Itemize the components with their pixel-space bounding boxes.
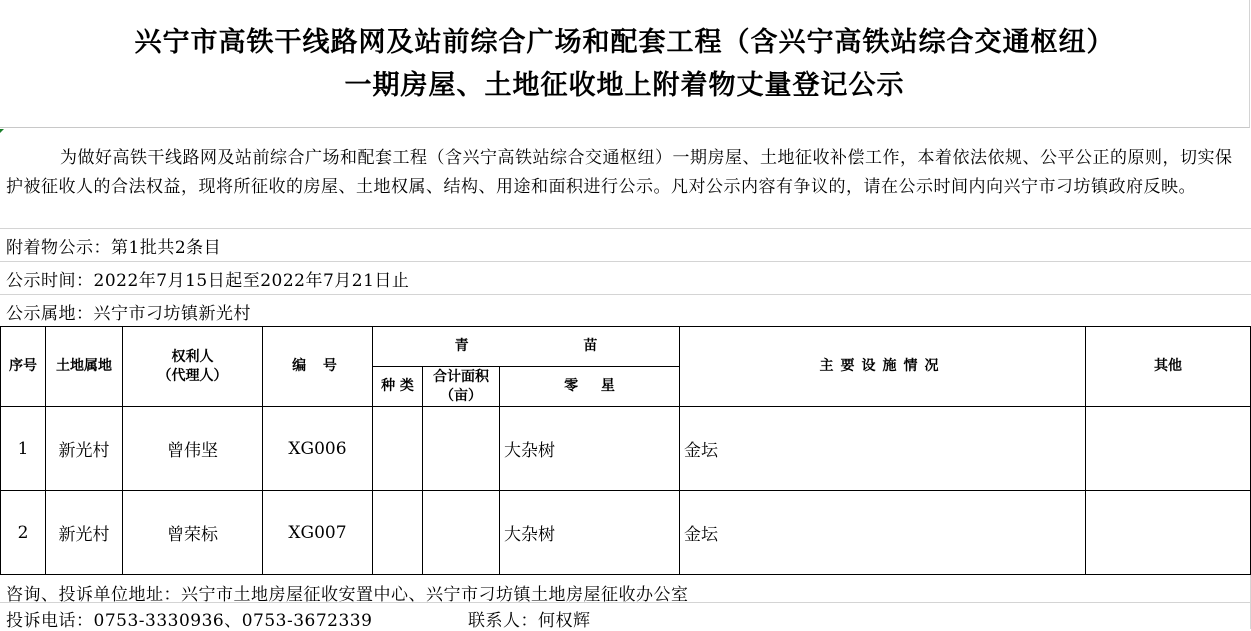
header-other: 其他 <box>1085 326 1251 407</box>
footer-contact: 联系人：何权辉 <box>468 611 591 631</box>
row1-facility: 金坛 <box>679 406 1086 491</box>
location-info: 公示属地：兴宁市刁坊镇新光村 <box>6 303 251 324</box>
footer-address: 咨询、投诉单位地址：兴宁市土地房屋征收安置中心、兴宁市刁坊镇土地房屋征收办公室 <box>6 585 689 605</box>
title-line-1: 兴宁市高铁干线路网及站前综合广场和配套工程（含兴宁高铁站综合交通枢纽） <box>134 26 1115 58</box>
intro-paragraph: 为做好高铁干线路网及站前综合广场和配套工程（含兴宁高铁站综合交通枢纽）一期房屋、土地征收补偿工作，本着依法依规、公平公正的原则，切实保护被征收人的合法权益，现将所征收的房屋、土地权属、结构、用途和面积进行公示。凡对公示内容有争议的，请在公示时间内向兴宁市刁坊镇政府反映。 <box>0 129 1251 229</box>
footer-divider <box>0 602 1251 603</box>
row1-land: 新光村 <box>45 406 123 491</box>
header-owner <box>122 326 263 407</box>
header-land: 土地属地 <box>45 326 123 407</box>
row1-scattered: 大杂树 <box>499 406 680 491</box>
row1-crop-type <box>372 406 423 491</box>
row2-other <box>1085 490 1251 575</box>
row1-seq: 1 <box>0 406 46 491</box>
header-owner-sub: （代理人） <box>157 367 228 384</box>
row1-code: XG006 <box>262 406 373 491</box>
row2-facility: 金坛 <box>679 490 1086 575</box>
header-facility: 主要设施情况 <box>679 326 1086 407</box>
header-crop: 青 苗 <box>372 326 680 367</box>
footer-phone: 投诉电话：0753-3330936、0753-3672339 <box>6 611 373 631</box>
row1-owner: 曾伟坚 <box>122 406 263 491</box>
header-crop-area-label: 合计面积 <box>433 368 489 385</box>
row2-crop-area <box>422 490 500 575</box>
header-crop-area-unit: （亩） <box>440 387 482 404</box>
header-owner-label: 权利人 <box>171 348 214 365</box>
header-scattered: 零 星 <box>499 366 680 407</box>
header-seq: 序号 <box>0 326 46 407</box>
header-crop-type: 种 类 <box>372 366 423 407</box>
row2-seq: 2 <box>0 490 46 575</box>
row2-owner: 曾荣标 <box>122 490 263 575</box>
batch-info: 附着物公示：第1批共2条目 <box>0 229 1251 262</box>
row2-code: XG007 <box>262 490 373 575</box>
header-code: 编 号 <box>262 326 373 407</box>
row1-crop-area <box>422 406 500 491</box>
row2-crop-type <box>372 490 423 575</box>
header-crop-area <box>422 366 500 407</box>
title-line-2: 一期房屋、土地征收地上附着物丈量登记公示 <box>344 69 905 101</box>
row2-scattered: 大杂树 <box>499 490 680 575</box>
row1-other <box>1085 406 1251 491</box>
row2-land: 新光村 <box>45 490 123 575</box>
period-info: 公示时间：2022年7月15日起至2022年7月21日止 <box>0 262 1251 295</box>
title-block <box>0 0 1250 128</box>
